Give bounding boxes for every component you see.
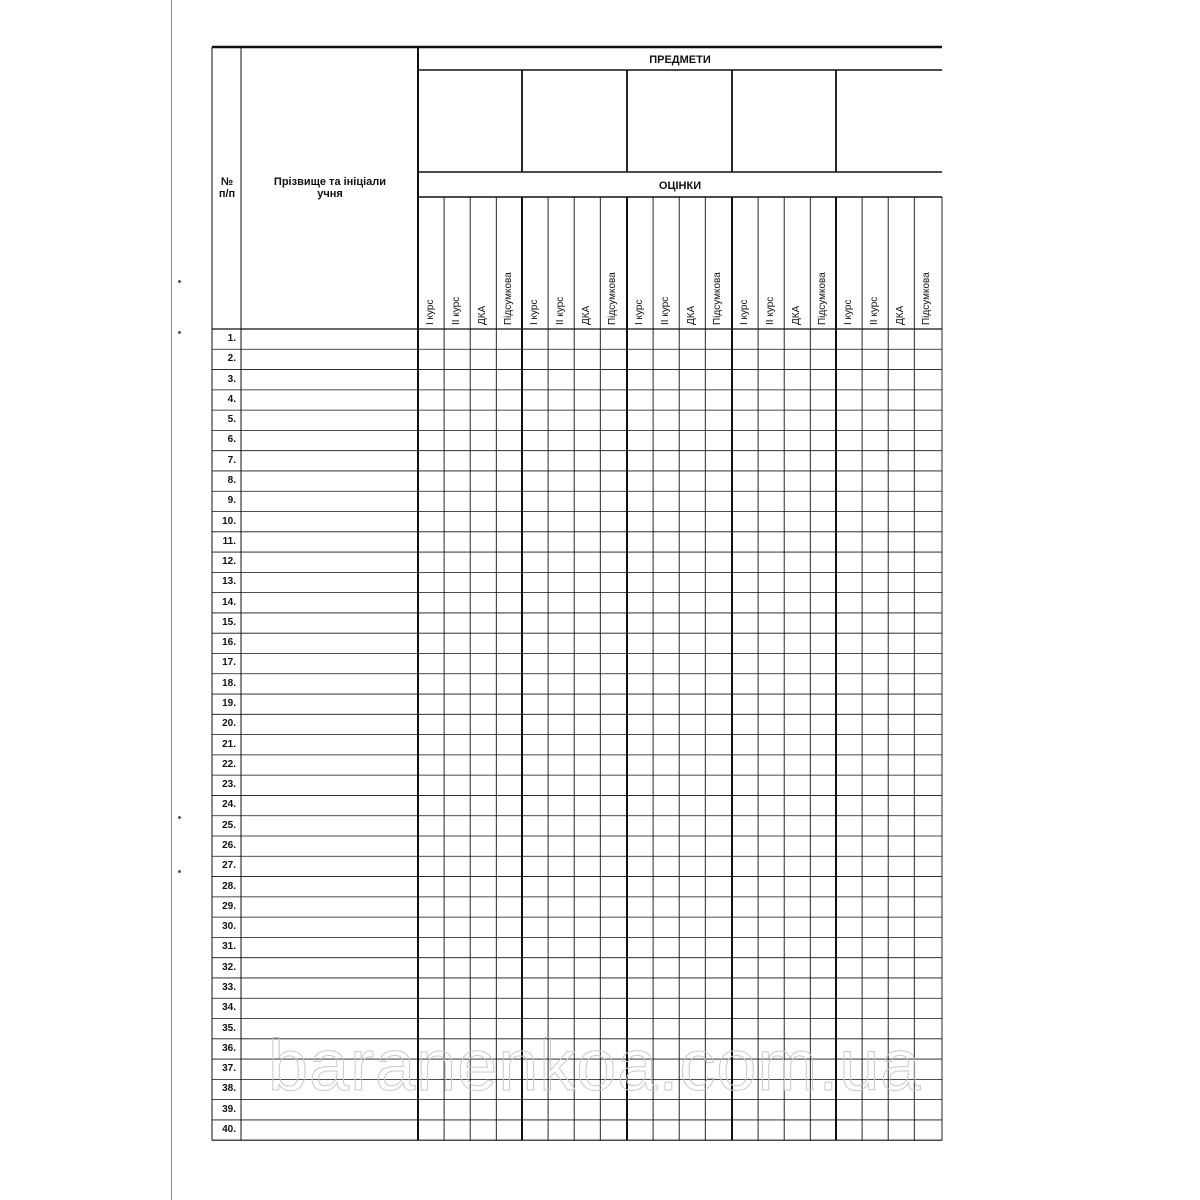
row-number: 36. bbox=[222, 1042, 236, 1054]
row-number: 29. bbox=[222, 900, 236, 912]
grade-column-label: ДКА bbox=[581, 305, 593, 325]
row-number: 11. bbox=[222, 535, 236, 547]
grade-column-label: Підсумкова bbox=[817, 272, 829, 325]
row-number: 39. bbox=[222, 1103, 236, 1115]
row-number: 2. bbox=[227, 353, 236, 365]
row-number: 24. bbox=[222, 799, 236, 811]
row-number: 34. bbox=[222, 1002, 236, 1014]
grade-column-label: ДКА bbox=[477, 305, 489, 325]
col-name-header: Прізвище та ініціали учня bbox=[273, 176, 387, 200]
row-number: 23. bbox=[222, 779, 236, 791]
grade-column-label: ДКА bbox=[791, 305, 803, 325]
grade-column-label: ДКА bbox=[686, 305, 698, 325]
row-number: 8. bbox=[227, 474, 236, 486]
row-number: 25. bbox=[222, 819, 236, 831]
row-number: 33. bbox=[222, 981, 236, 993]
row-number: 10. bbox=[222, 515, 236, 527]
grade-column-label: ІІ курс bbox=[555, 296, 567, 325]
row-number: 28. bbox=[222, 880, 236, 892]
row-number: 20. bbox=[222, 718, 236, 730]
row-number: 35. bbox=[222, 1022, 236, 1034]
row-number: 14. bbox=[222, 596, 236, 608]
row-number: 6. bbox=[227, 434, 236, 446]
row-number: 27. bbox=[222, 860, 236, 872]
row-number: 32. bbox=[222, 961, 236, 973]
grade-column-label: І курс bbox=[739, 299, 750, 325]
grade-column-label: Підсумкова bbox=[607, 272, 619, 325]
grade-column-label: І курс bbox=[634, 299, 645, 325]
row-number: 7. bbox=[227, 454, 236, 466]
row-number: 18. bbox=[222, 677, 236, 689]
row-number: 1. bbox=[227, 333, 236, 344]
row-number: 15. bbox=[222, 616, 236, 628]
row-number: 22. bbox=[222, 758, 236, 770]
row-number: 21. bbox=[222, 738, 236, 750]
subjects-header: ПРЕДМЕТИ bbox=[649, 54, 711, 66]
grade-column-label: Підсумкова bbox=[712, 272, 724, 325]
grades-header: ОЦІНКИ bbox=[658, 180, 702, 192]
row-number: 5. bbox=[227, 414, 236, 426]
grade-column-label: ІІ курс bbox=[869, 296, 881, 325]
col-number-header: № п/п bbox=[218, 176, 236, 200]
row-number: 30. bbox=[222, 921, 236, 933]
row-number: 3. bbox=[227, 373, 236, 385]
row-number: 16. bbox=[222, 637, 236, 649]
grade-column-label: ІІ курс bbox=[660, 296, 672, 325]
row-number: 31. bbox=[222, 941, 236, 953]
row-number: 19. bbox=[222, 698, 236, 710]
row-number: 17. bbox=[222, 657, 236, 669]
row-number: 26. bbox=[222, 840, 236, 851]
grade-column-label: І курс bbox=[529, 299, 540, 325]
grade-column-label: І курс bbox=[425, 299, 436, 325]
row-number: 38. bbox=[222, 1083, 236, 1095]
row-number: 12. bbox=[222, 556, 236, 568]
grade-column-label: І курс bbox=[843, 299, 854, 325]
grade-column-label: ДКА bbox=[895, 305, 907, 325]
row-number: 37. bbox=[222, 1063, 236, 1075]
row-number: 40. bbox=[222, 1123, 236, 1135]
row-number: 13. bbox=[222, 576, 236, 588]
grade-column-label: Підсумкова bbox=[921, 272, 933, 325]
grade-column-label: ІІ курс bbox=[451, 296, 463, 325]
grade-column-label: ІІ курс bbox=[765, 296, 777, 325]
watermark: baranenkoa.com.ua bbox=[268, 1026, 922, 1106]
row-number: 9. bbox=[227, 495, 236, 507]
grade-column-label: Підсумкова bbox=[503, 272, 515, 325]
row-number: 4. bbox=[227, 393, 236, 405]
